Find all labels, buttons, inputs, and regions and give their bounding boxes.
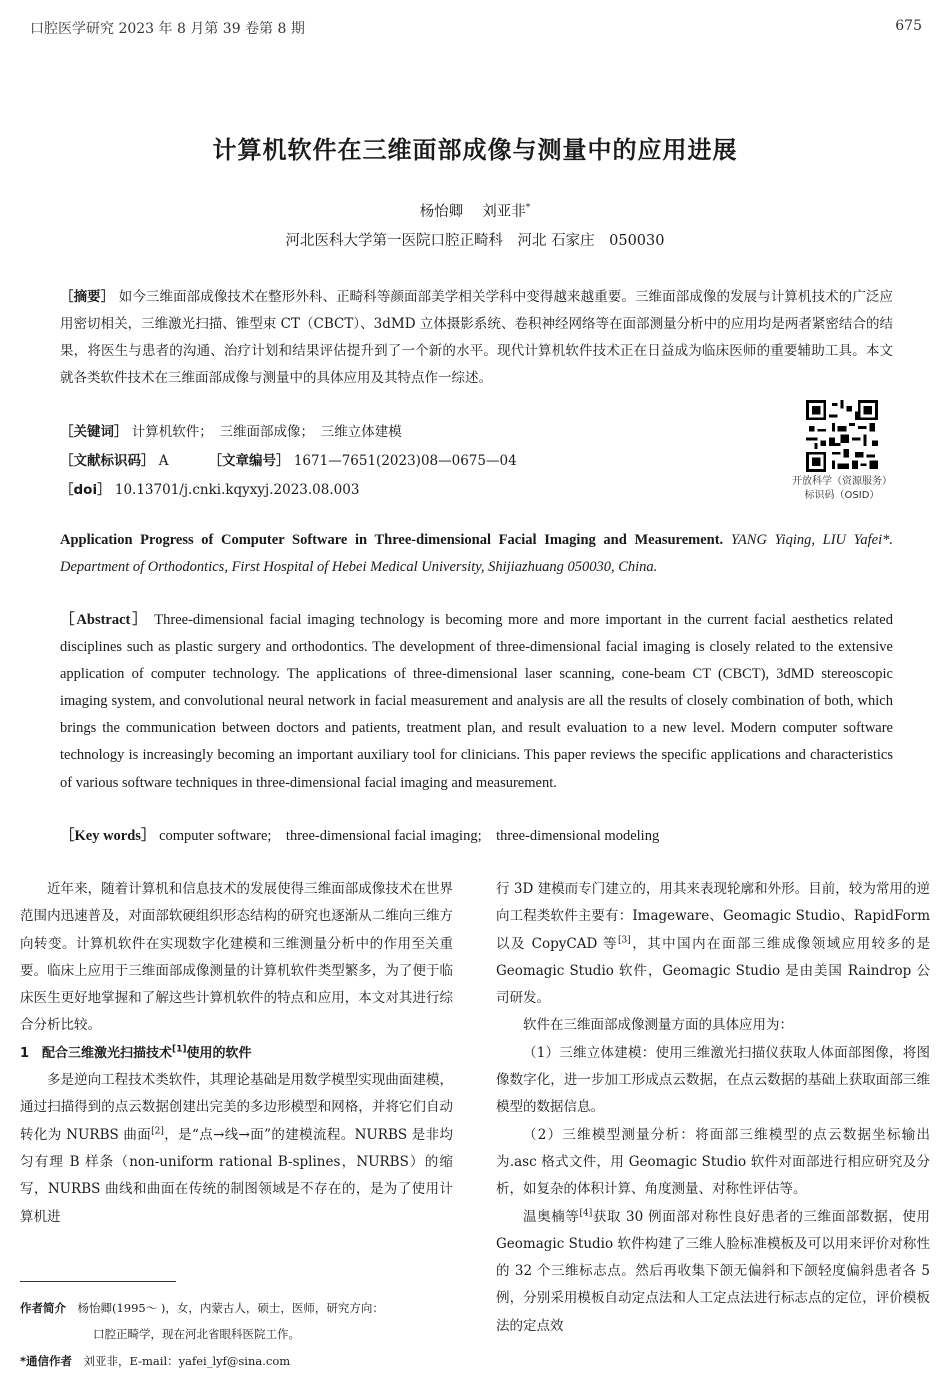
english-keywords: ［Key words］ computer software; three-dimensional facial imaging; three-dimensional modeling bbox=[60, 828, 660, 844]
corresponding-star: * bbox=[525, 203, 531, 214]
affiliation: 河北医科大学第一医院口腔正畸科 河北 石家庄 050030 bbox=[285, 233, 665, 249]
corresponding-author: *通信作者 刘亚非，E-mail：yafei_lyf@sina.com bbox=[20, 1354, 291, 1368]
english-title-block bbox=[60, 527, 893, 581]
qr-code-icon bbox=[806, 400, 878, 472]
keywords-cn: 计算机软件； 三维面部成像； 三维立体建模 bbox=[131, 424, 402, 440]
doc-id: A bbox=[158, 453, 169, 469]
page-number: 675 bbox=[895, 18, 922, 34]
intro-paragraph: 近年来，随着计算机和信息技术的发展使得三维面部成像技术在世界范围内迅速普及，对面部软硬组织形态结构的研究也逐渐从二维向三维方向转变。计算机软件在实现数字化建模和三维测量分析中的作用至关重要。临床上应用于三维面部成像测量的计算机软件类型繁多，为了便于临床医生更好地掌握和了解这些计算机软件的特点和应用，本文对其进行综合分析比较。 bbox=[20, 881, 453, 1034]
section-1-paragraph: 多是逆向工程技术类软件，其理论基础是用数学模型实现曲面建模，通过扫描得到的点云数据创建出完美的多边形模型和网格，并将它们自动转化为 NURBS 曲面[2]，是“点→线→面”的建模流程。NURBS 是非均匀有理 B 样条（non-uniform rational B-splines，NURBS）的缩写，NURBS 曲线和曲面在传统的制图领域是不存在的，是为了使用计算机进 bbox=[20, 1072, 453, 1225]
body-right-column: 行 3D 建模而专门建立的，用其来表现轮廓和外形。目前，较为常用的逆向工程类软件主要有：Imageware、Geomagic Studio、RapidForm 以及 CopyCAD 等[3]，其中国内在面部三维成像领域应用较多的是 Geomagic Studio 软件，Geomagic Studio 是由美国 Raindrop 公司研发。 软件在三维面部成像测量方面的具体应用为： （1）三维立体建模：使用三维激光扫描仪获取人体面部图像，将图像数字化，进一步加工形成点云数据，在点云数据的基础上获取面部三维模型的数据信息。 （2）三维模型测量分析：将面部三维模型的点云数据坐标输出为.asc 格式文件，用 Geomagic Studio 软件对面部进行相应研究及分析，如复杂的体积计算、角度测量、对称性评估等。 温奥楠等[4]获取 30 例面部对称性良好患者的三维面部数据，使用 Geomagic Studio 软件构建了三维人脸标准模板及可以用来评价对称性的 32 个三维标志点。然后再收集下颌无偏斜和下颌轻度偏斜患者各 5 例，分别采用模板自动定点法和人工定点法进行标志点的定位，评价模板法的定点效 bbox=[496, 881, 931, 1334]
authors: 杨怡卿 刘亚非* bbox=[419, 203, 531, 220]
article-number: 1671—7651(2023)08—0675—04 bbox=[293, 453, 517, 469]
paper-title: 计算机软件在三维面部成像与测量中的应用进展 bbox=[212, 136, 738, 164]
journal-header: 口腔医学研究 2023 年 8 月第 39 卷第 8 期 bbox=[30, 21, 305, 37]
meta-block: ［关键词］ 计算机软件； 三维面部成像； 三维立体建模 ［文献标识码］ A ［文章编号］ 1671—7651(2023)08—0675—04 ［doi］ 10.13701/j.cnki.kqyxyj.2023.08.003 bbox=[60, 424, 517, 498]
doi-value: 10.13701/j.cnki.kqyxyj.2023.08.003 bbox=[114, 482, 360, 498]
body-left-column bbox=[20, 876, 453, 1231]
author-bio: 作者简介 杨怡卿(1995～ )，女，内蒙古人，硕士，医师，研究方向： 口腔正畸学，现在河北省眼科医院工作。 bbox=[20, 1301, 384, 1341]
english-title: Application Progress of Computer Software in Three-dimensional Facial Imaging and Measurement. bbox=[60, 532, 724, 548]
abstract-text: 如今三维面部成像技术在整形外科、正畸科等颜面部美学相关学科中变得越来越重要。三维面部成像的发展与计算机技术的广泛应用密切相关，三维激光扫描、锥型束 CT（CBCT）、3dMD 立体摄影系统、卷积神经网络等在面部测量分析中的应用均是两者紧密结合的结果，将医生与患者的沟通、治疗计划和结果评估提升到了一个新的水平。现代计算机软件技术正在日益成为临床医师的重要辅助工具。本文就各类软件技术在三维面部成像与测量中的具体应用及其特点作一综述。 bbox=[60, 289, 894, 386]
english-authors: YANG Yiqing, LIU Yafei*. Department of Orthodontics, First Hospital of Hebei Medical University, Shijiazhuang 050030, China. bbox=[60, 532, 894, 575]
footnote-rule bbox=[20, 1281, 176, 1282]
section-1-heading: 1 配合三维激光扫描技术[1]使用的软件 bbox=[20, 1044, 252, 1061]
abstract-cn bbox=[60, 284, 893, 392]
english-abstract: ［Abstract］ Three-dimensional facial imaging technology is becoming more and more important in the current facial aesthetics related disciplines such as plastic surgery and orthodontics. The development of three-dimensional facial imaging is closely related to the extensive application of computer technology. The applications of three-dimensional laser scanning, cone-beam CT (CBCT), 3dMD stereoscopic imaging system, and convolutional neural network in facial measurement and analysis are all the results of closely combination of both, which brings the communication between doctors and patients, treatment plan, and result evaluation to a new level. Modern computer software technology is increasingly becoming an important auxiliary tool for clinicians. This paper reviews the specific applications and characteristics of various software techniques in three-dimensional facial imaging and measurement. bbox=[60, 612, 893, 791]
osid-caption: 开放科学（资源服务） 标识码（OSID） bbox=[792, 476, 892, 501]
abstract-label: ［摘要］ bbox=[60, 289, 115, 305]
